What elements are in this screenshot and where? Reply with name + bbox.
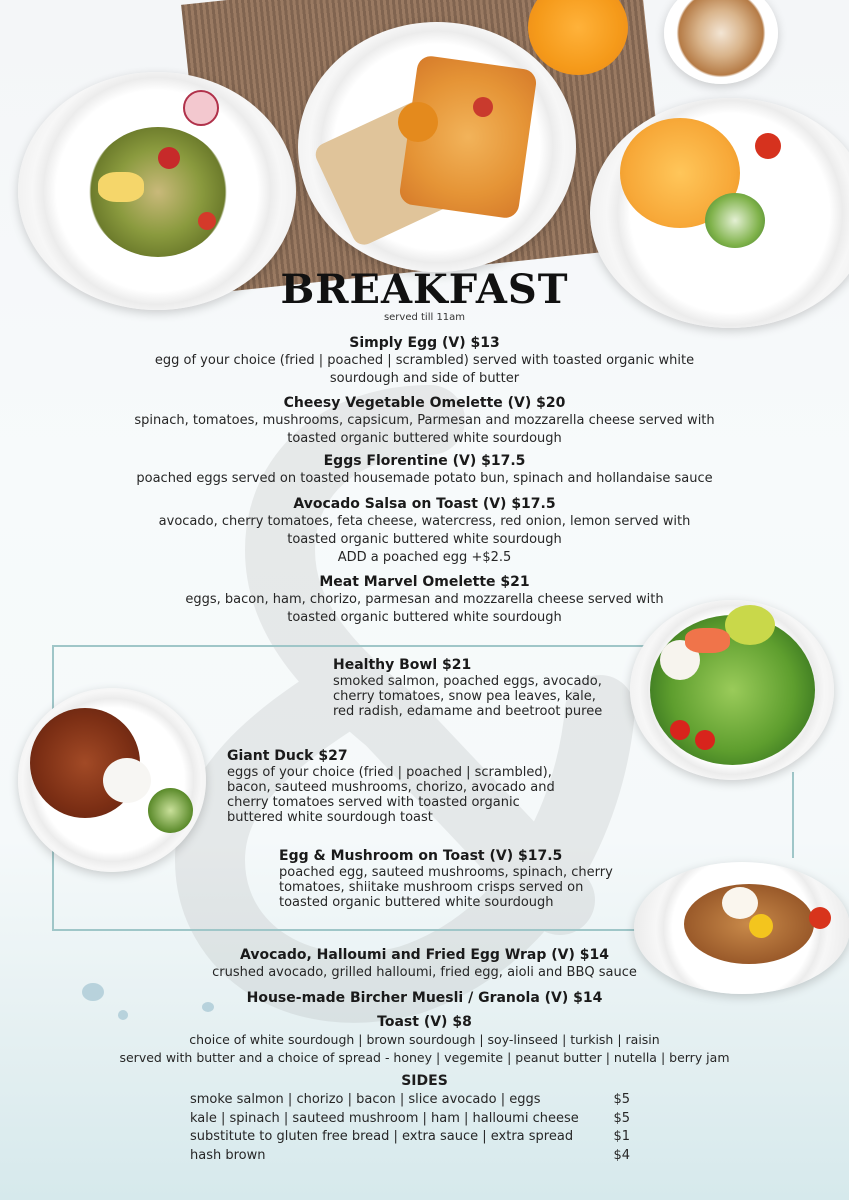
menu-subtitle: served till 11am <box>383 312 466 323</box>
item-name: House-made Bircher Muesli / Granola (V) $14 <box>246 990 603 1006</box>
sides-list <box>190 1091 630 1165</box>
item-name: Healthy Bowl $21 <box>333 657 472 673</box>
item-name: Avocado, Halloumi and Fried Egg Wrap (V) $14 <box>240 947 609 963</box>
featured-item <box>279 848 613 910</box>
side-row <box>190 1128 630 1147</box>
side-label: kale | spinach | sauteed mushroom | ham | halloumi cheese <box>190 1110 579 1126</box>
menu-item <box>0 989 849 1007</box>
item-description: spinach, tomatoes, mushrooms, capsicum, Parmesan and mozzarella cheese served with toasted organic buttered white sourdough <box>134 413 715 446</box>
item-description: avocado, cherry tomatoes, feta cheese, watercress, red onion, lemon served with toasted organic buttered white sourdough ADD a poached egg +$2.5 <box>158 514 691 565</box>
toast-plate-image <box>298 22 576 272</box>
item-description: egg of your choice (fried | poached | scrambled) served with toasted organic white sourdough and side of butter <box>154 353 695 386</box>
item-name: Eggs Florentine (V) $17.5 <box>323 453 526 469</box>
side-label: smoke salmon | chorizo | bacon | slice avocado | eggs <box>190 1092 541 1107</box>
item-name: Simply Egg (V) $13 <box>349 335 500 351</box>
item-description: choice of white sourdough | brown sourdough | soy-linseed | turkish | raisin served with butter and a choice of spread - honey | vegemite | peanut butter | nutella | berry jam <box>119 1032 730 1065</box>
item-description: poached egg, sauteed mushrooms, spinach, cherry tomatoes, shiitake mushroom crisps served on toasted organic buttered white sourdough <box>279 865 613 910</box>
giant-duck-image <box>18 688 206 872</box>
menu-item <box>0 452 849 488</box>
item-name: Giant Duck $27 <box>227 748 348 764</box>
menu-item <box>0 394 849 448</box>
item-name: Egg & Mushroom on Toast (V) $17.5 <box>279 848 563 864</box>
menu-title: BREAKFAST <box>280 266 569 313</box>
side-price: $5 <box>613 1110 630 1126</box>
healthy-bowl-image <box>630 600 834 780</box>
featured-item <box>333 657 602 719</box>
side-row <box>190 1147 630 1166</box>
item-description: smoked salmon, poached eggs, avocado, cherry tomatoes, snow pea leaves, kale, red radish, edamame and beetroot puree <box>333 674 603 719</box>
item-name: Cheesy Vegetable Omelette (V) $20 <box>283 395 566 411</box>
menu-item <box>0 946 849 982</box>
coffee-cup-image <box>664 0 778 84</box>
featured-item <box>227 748 555 825</box>
item-description: crushed avocado, grilled halloumi, fried egg, aioli and BBQ sauce <box>212 965 637 980</box>
side-row <box>190 1091 630 1110</box>
menu-item <box>0 495 849 567</box>
item-description: eggs of your choice (fried | poached | scrambled), bacon, sauteed mushrooms, chorizo, avocado and cherry tomatoes served with toasted organic buttered white sourdough toast <box>227 765 555 825</box>
side-price: $5 <box>613 1092 630 1107</box>
item-description: poached eggs served on toasted housemade potato bun, spinach and hollandaise sauce <box>136 471 713 486</box>
item-name: Avocado Salsa on Toast (V) $17.5 <box>293 496 556 512</box>
side-price: $1 <box>613 1129 630 1144</box>
sides-title: SIDES <box>401 1073 448 1089</box>
item-name: Toast (V) $8 <box>377 1014 472 1030</box>
side-label: hash brown <box>190 1147 266 1163</box>
item-description: eggs, bacon, ham, chorizo, parmesan and mozzarella cheese served with toasted organic buttered white sourdough <box>185 592 664 625</box>
item-name: Meat Marvel Omelette $21 <box>319 574 530 590</box>
featured-frame-right <box>792 772 794 858</box>
menu-item <box>0 334 849 388</box>
side-label: substitute to gluten free bread | extra sauce | extra spread <box>190 1129 574 1144</box>
menu-item <box>0 1013 849 1067</box>
side-price: $4 <box>613 1147 630 1163</box>
side-row <box>190 1110 630 1129</box>
